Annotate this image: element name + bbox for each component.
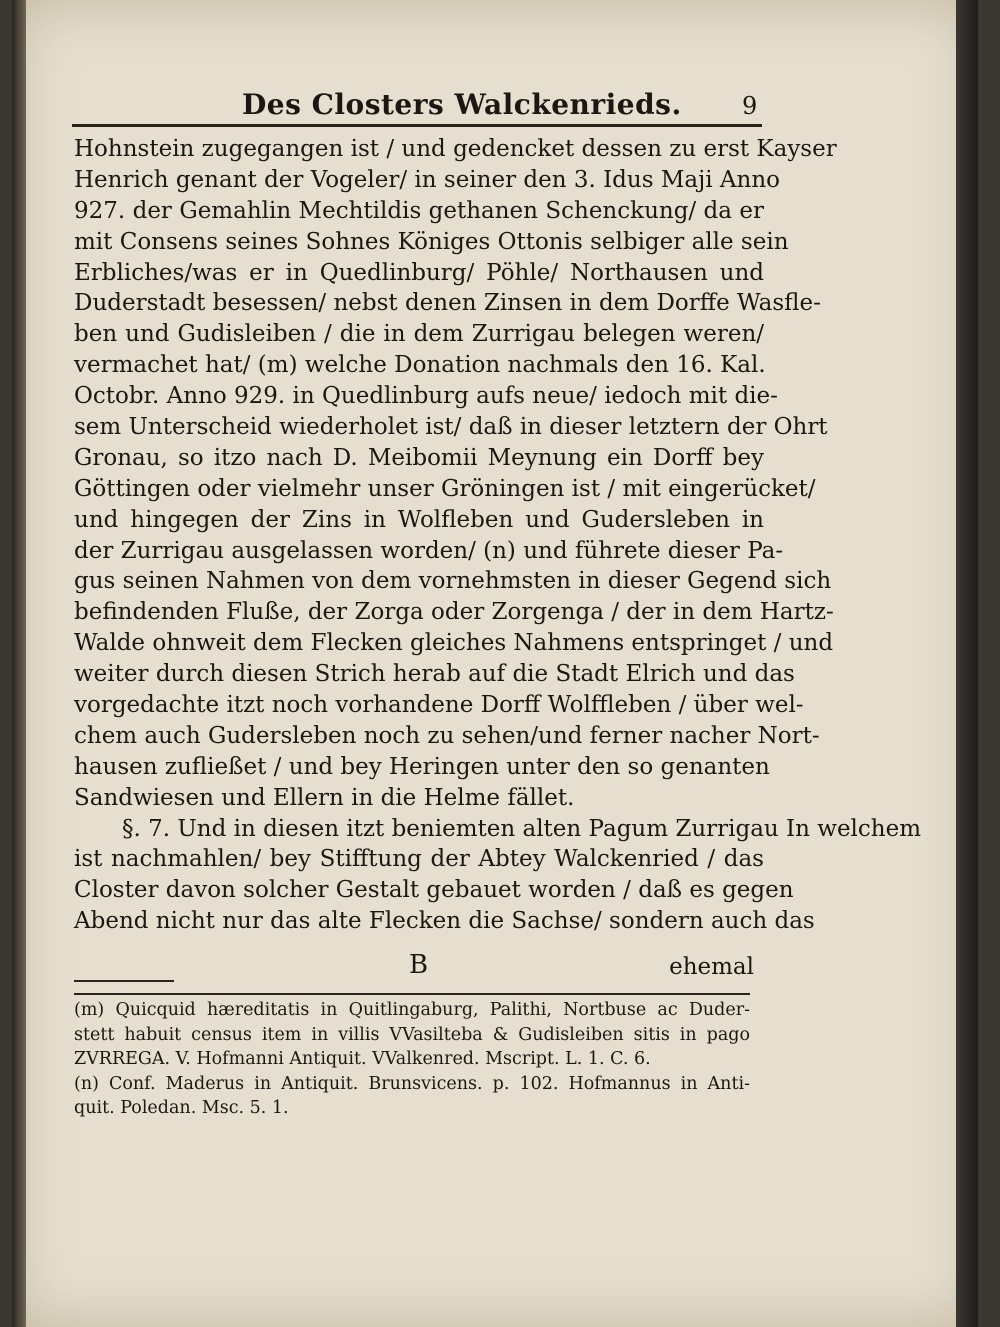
- footnote-line: ZVRREGA. V. Hofmanni Antiquit. VValkenred. Mscript. L. 1. C. 6.: [74, 1049, 651, 1069]
- footnotes: [74, 998, 750, 1121]
- text-line: und hingegen der Zins in Wolfleben und Gudersleben in: [74, 506, 764, 533]
- page-edge-shadow: [956, 0, 978, 1327]
- footnote-line: quit. Poledan. Msc. 5. 1.: [74, 1098, 289, 1118]
- text-line: vermachet hat/ (m) welche Donation nachmals den 16. Kal.: [74, 352, 766, 379]
- text-line: sem Unterscheid wiederholet ist/ daß in dieser letztern der Ohrt: [74, 414, 828, 441]
- catchword: ehemal: [669, 954, 754, 980]
- page-header: [242, 88, 762, 128]
- body-text: [74, 134, 922, 937]
- text-line: ist nachmahlen/ bey Stifftung der Abtey Walckenried / das: [74, 846, 764, 873]
- footnote-line: stett habuit census item in villis VVasilteba & Gudisleiben sitis in pago: [74, 1024, 750, 1045]
- text-line: Walde ohnweit dem Flecken gleiches Nahmens entspringet / und: [74, 630, 834, 657]
- text-line: Gronau, so itzo nach D. Meibomii Meynung ein Dorff bey: [74, 444, 764, 471]
- footnote-rule: [74, 993, 750, 995]
- header-rule: [72, 124, 762, 127]
- book-page: [12, 0, 978, 1327]
- signature-mark: B: [409, 950, 429, 980]
- page-number: 9: [742, 92, 758, 120]
- text-line: Closter davon solcher Gestalt gebauet worden / daß es gegen: [74, 877, 794, 904]
- text-line: gus seinen Nahmen von dem vornehmsten in dieser Gegend sich: [74, 568, 832, 595]
- text-line: 927. der Gemahlin Mechtildis gethanen Schenckung/ da er: [74, 197, 764, 224]
- section-7-start: §. 7. Und in diesen itzt beniemten alten Pagum Zurrigau In welchem: [122, 815, 922, 842]
- text-line: Erbliches/was er in Quedlinburg/ Pöhle/ Northausen und: [74, 259, 764, 286]
- text-line: Göttingen oder vielmehr unser Gröningen ist / mit eingerücket/: [74, 475, 816, 502]
- signature-row: [74, 950, 764, 986]
- text-line: Henrich genant der Vogeler/ in seiner den 3. Idus Maji Anno: [74, 166, 780, 193]
- book-spine-shadow: [12, 0, 26, 1327]
- text-line: Octobr. Anno 929. in Quedlinburg aufs neue/ iedoch mit die-: [74, 383, 778, 410]
- footnote-line: (n) Conf. Maderus in Antiquit. Brunsvicens. p. 102. Hofmannus in Anti-: [74, 1073, 750, 1094]
- paragraph-end-line: Sandwiesen und Ellern in die Helme fället.: [74, 784, 575, 811]
- running-title: Des Closters Walckenrieds.: [242, 88, 682, 121]
- text-line: Abend nicht nur das alte Flecken die Sachse/ sondern auch das: [74, 908, 815, 935]
- text-line: mit Consens seines Sohnes Königes Ottonis selbiger alle sein: [74, 228, 789, 255]
- text-line: Hohnstein zugegangen ist / und gedencket dessen zu erst Kayser: [74, 136, 837, 162]
- text-line: Duderstadt besessen/ nebst denen Zinsen in dem Dorffe Wasfle-: [74, 290, 821, 317]
- text-line: hausen zufließet / und bey Heringen unter den so genanten: [74, 753, 770, 780]
- text-line: weiter durch diesen Strich herab auf die Stadt Elrich und das: [74, 661, 795, 688]
- text-line: ben und Gudisleiben / die in dem Zurrigau belegen weren/: [74, 321, 764, 348]
- text-line: befindenden Fluße, der Zorga oder Zorgenga / der in dem Hartz-: [74, 599, 834, 626]
- text-line: der Zurrigau ausgelassen worden/ (n) und führete dieser Pa-: [74, 537, 784, 564]
- text-line: chem auch Gudersleben noch zu sehen/und ferner nacher Nort-: [74, 722, 820, 749]
- text-line: vorgedachte itzt noch vorhandene Dorff Wolffleben / über wel-: [74, 692, 804, 719]
- signature-rule: [74, 980, 174, 982]
- footnote-line: (m) Quicquid hæreditatis in Quitlingaburg, Palithi, Nortbuse ac Duder-: [74, 1000, 750, 1020]
